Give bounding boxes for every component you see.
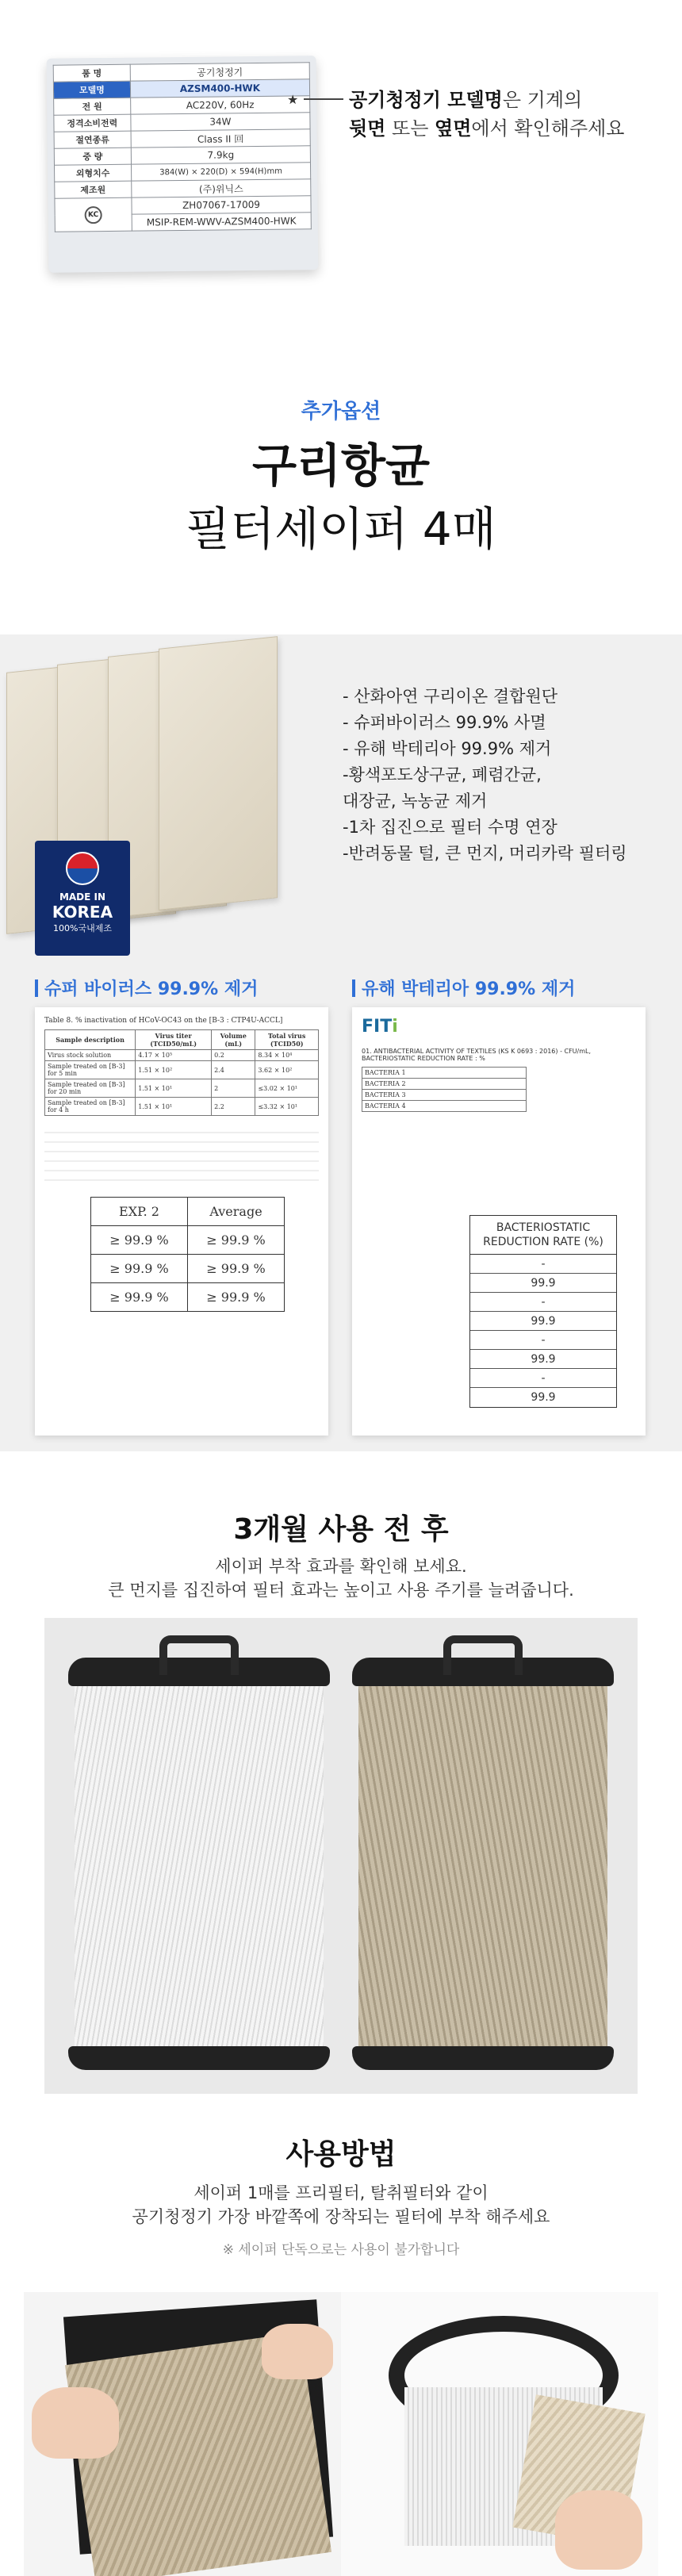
table-header: Total virus (TCID50) — [255, 1030, 319, 1050]
spec-key: 전 원 — [54, 98, 131, 115]
rate-value: 99.9 — [470, 1312, 616, 1331]
cert-heading-text: 유해 박테리아 99.9% 제거 — [362, 979, 576, 999]
virus-test-document — [35, 1007, 328, 1436]
table-row — [91, 1255, 285, 1283]
table-cell: ≤3.32 × 10¹ — [255, 1098, 319, 1116]
spec-table — [53, 62, 312, 232]
model-note-text: 또는 — [385, 117, 435, 140]
zoom-header: EXP. 2 — [91, 1198, 188, 1226]
filter-sheet — [159, 636, 278, 910]
doc-body-lines — [44, 1124, 319, 1187]
spec-value: 384(W) × 220(D) × 594(H)mm — [131, 163, 310, 181]
filter-handle — [159, 1635, 239, 1675]
table-cell: Sample treated on [B-3] for 4 h — [45, 1098, 136, 1116]
table-cell: 1.51 × 10¹ — [136, 1098, 212, 1116]
spec-key: 품 명 — [53, 64, 130, 82]
spec-value: 7.9kg — [131, 146, 310, 164]
zoom-cell: ≥ 99.9 % — [188, 1226, 285, 1255]
spec-key: 정격소비전력 — [54, 114, 131, 132]
table-cell: BACTERIA 2 — [362, 1079, 527, 1090]
table-row — [45, 1079, 319, 1098]
title-section — [0, 317, 682, 634]
model-note-highlight: 옆면 — [435, 117, 472, 140]
filter-handle — [443, 1635, 523, 1675]
table-header: Volume (mL) — [212, 1030, 255, 1050]
spec-value-model: AZSM400-HWK — [130, 79, 309, 98]
cert-heading-text: 슈퍼 바이러스 99.9% 제거 — [44, 979, 259, 999]
before-after-section — [0, 1451, 682, 2102]
model-note-text: 은 기계의 — [502, 89, 583, 111]
table-row — [45, 1098, 319, 1116]
clean-filter — [68, 1658, 330, 2070]
table-cell: 3.62 × 10² — [255, 1061, 319, 1079]
pointer-line — [304, 98, 343, 100]
table-cell: 8.34 × 10⁴ — [255, 1050, 319, 1061]
spec-key: 모델명 — [53, 81, 130, 98]
table-cell: BACTERIA 1 — [362, 1068, 527, 1079]
spec-value: 34W — [131, 113, 310, 131]
report-title: 01. ANTIBACTERIAL ACTIVITY OF TEXTILES (KS K 0693 : 2016) - CFU/mL, BACTERIOSTATIC REDUCTION RATE : % — [362, 1048, 592, 1062]
table-row — [362, 1068, 527, 1079]
badge-line: MADE IN — [59, 891, 106, 903]
table-row — [45, 1061, 319, 1079]
zoom-cell: ≥ 99.9 % — [91, 1226, 188, 1255]
kc-cell — [55, 197, 132, 232]
table-cell: Virus stock solution — [45, 1050, 136, 1061]
badge-line: 100%국내제조 — [53, 923, 112, 933]
model-note — [349, 86, 666, 143]
fiti-logo: FITi — [362, 1017, 398, 1037]
rate-header: BACTERIOSTATIC REDUCTION RATE (%) — [470, 1216, 616, 1255]
cert-heading-virus — [35, 976, 258, 1000]
filter-sheets-photo — [0, 642, 333, 976]
table-cell: 4.17 × 10⁵ — [136, 1050, 212, 1061]
zoom-cell: ≥ 99.9 % — [188, 1255, 285, 1283]
product-subtitle: 필터세이퍼 4매 — [186, 502, 496, 556]
doc-caption: Table 8. % inactivation of HCoV-OC43 on the [B-3 : CTP4U-ACCL] — [44, 1017, 283, 1025]
model-note-text: 에서 확인해주세요 — [471, 117, 625, 140]
spec-key: 중 량 — [54, 148, 131, 165]
feature-item: - 슈퍼바이러스 99.9% 사멸 — [343, 713, 546, 732]
spec-key: 절연종류 — [54, 131, 131, 148]
bacteria-test-document — [352, 1007, 646, 1436]
bacteria-table — [362, 1067, 527, 1112]
feature-item: -반려동물 털, 큰 먼지, 머리카락 필터링 — [343, 844, 627, 863]
table-row — [91, 1226, 285, 1255]
section-title: 3개월 사용 전 후 — [233, 1513, 449, 1546]
before-after-photo — [44, 1618, 638, 2094]
table-header: Virus titer (TCID50/mL) — [136, 1030, 212, 1050]
step-photo-attach — [24, 2292, 341, 2576]
cert-heading-bacteria — [352, 976, 575, 1000]
table-cell: 1.51 × 10¹ — [136, 1079, 212, 1098]
table-row — [362, 1090, 527, 1101]
spec-label-card — [47, 56, 319, 273]
zoom-cell: ≥ 99.9 % — [91, 1283, 188, 1312]
table-cell: 2.2 — [212, 1098, 255, 1116]
rate-value: 99.9 — [531, 1391, 556, 1404]
hand — [32, 2387, 119, 2459]
cert-number: MSIP-REM-WWV-AZSM400-HWK — [132, 213, 311, 231]
feature-item: -황색포도상구균, 폐렴간균, — [343, 765, 542, 784]
table-cell: Sample treated on [B-3] for 5 min — [45, 1061, 136, 1079]
table-cell: 0.2 — [212, 1050, 255, 1061]
table-cell: ≤3.02 × 10¹ — [255, 1079, 319, 1098]
badge-line: KOREA — [52, 903, 113, 922]
spec-value: 공기청정기 — [130, 63, 309, 81]
kc-mark-icon: KC — [84, 206, 102, 224]
rate-value: 99.9 — [470, 1274, 616, 1293]
star-icon: ★ — [287, 92, 299, 107]
desc-line: 공기청정기 가장 바깥쪽에 장착되는 필터에 부착 해주세요 — [132, 2207, 550, 2226]
usage-warning: ※ 세이퍼 단독으로는 사용이 불가합니다 — [222, 2242, 460, 2258]
model-note-highlight: 뒷면 — [349, 117, 386, 140]
features-section — [0, 634, 682, 1451]
table-cell: 2 — [212, 1079, 255, 1098]
spec-key: 외형치수 — [55, 164, 132, 182]
section-desc — [0, 2181, 682, 2229]
desc-line: 세이퍼 부착 효과를 확인해 보세요. — [215, 1557, 467, 1576]
table-cell: 2.4 — [212, 1061, 255, 1079]
feature-list — [343, 684, 676, 867]
spec-value: (주)위닉스 — [132, 179, 311, 197]
desc-line: 큰 먼지를 집진하여 필터 효과는 높이고 사용 주기를 늘려줍니다. — [108, 1581, 574, 1600]
table-row — [91, 1283, 285, 1312]
table-row — [45, 1050, 319, 1061]
table-row — [362, 1079, 527, 1090]
made-in-korea-badge — [35, 841, 130, 956]
section-desc — [0, 1554, 682, 1602]
virus-titer-table — [44, 1029, 319, 1116]
feature-item: - 산화아연 구리이온 결합원단 — [343, 687, 558, 706]
table-cell: BACTERIA 3 — [362, 1090, 527, 1101]
product-title: 구리항균 — [251, 439, 431, 493]
hand — [555, 2490, 642, 2570]
model-note-highlight: 공기청정기 모델명 — [349, 89, 503, 111]
zoom-cell: ≥ 99.9 % — [188, 1283, 285, 1312]
feature-item: -1차 집진으로 필터 수명 연장 — [343, 818, 557, 837]
feature-item: 대장균, 녹농균 제거 — [343, 792, 488, 811]
desc-line: 세이퍼 1매를 프리필터, 탈취필터와 같이 — [193, 2183, 489, 2202]
spec-value: AC220V, 60Hz — [131, 96, 310, 114]
zoom-header: Average — [188, 1198, 285, 1226]
table-cell: 1.51 × 10² — [136, 1061, 212, 1079]
step-photo-wrap — [341, 2292, 658, 2576]
option-label: 추가옵션 — [301, 400, 381, 424]
reduction-rate-zoom-box — [469, 1215, 617, 1408]
section-title: 사용방법 — [285, 2138, 397, 2171]
spec-key: 제조원 — [55, 181, 132, 198]
rate-value: - — [470, 1293, 616, 1312]
zoom-cell: ≥ 99.9 % — [91, 1255, 188, 1283]
inactivation-zoom-table — [90, 1197, 285, 1312]
table-cell: Sample treated on [B-3] for 20 min — [45, 1079, 136, 1098]
dirty-filter — [352, 1658, 614, 2070]
table-row — [362, 1101, 527, 1112]
rate-value: - — [470, 1331, 616, 1350]
taegeuk-icon — [66, 852, 99, 885]
rate-value: - — [470, 1255, 616, 1274]
hand — [262, 2324, 333, 2379]
rate-value: 99.9 — [470, 1350, 616, 1369]
feature-item: - 유해 박테리아 99.9% 제거 — [343, 739, 552, 758]
spec-label-section — [0, 0, 682, 317]
howto-section — [0, 2102, 682, 2576]
table-header: Sample description — [45, 1030, 136, 1050]
table-cell: BACTERIA 4 — [362, 1101, 527, 1112]
cert-number: ZH07067-17009 — [132, 196, 311, 214]
rate-value: - — [470, 1369, 616, 1388]
spec-value: Class II 回 — [131, 129, 310, 148]
